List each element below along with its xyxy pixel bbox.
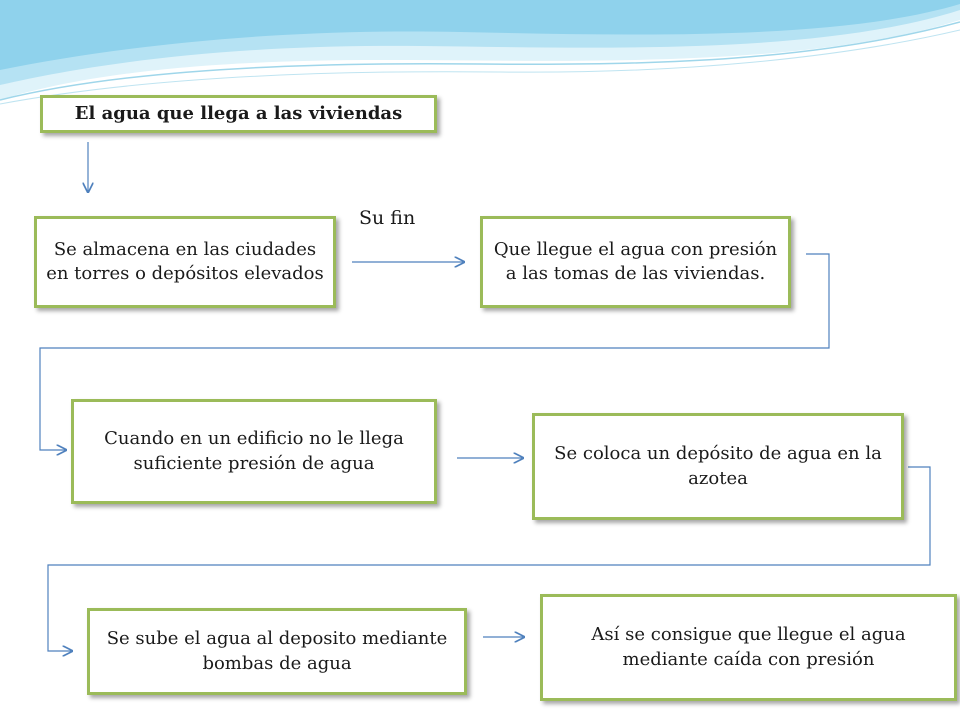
step-box-pumps: Se sube el agua al deposito mediante bombas de agua <box>87 608 467 695</box>
step-box-storage: Se almacena en las ciudades en torres o depósitos elevados <box>34 216 336 308</box>
connector-label: Su fin <box>359 207 416 229</box>
step-box-result: Así se consigue que llegue el agua mediante caída con presión <box>540 594 957 701</box>
step-box-insufficient-pressure: Cuando en un edificio no le llega suficiente presión de agua <box>71 399 437 504</box>
diagram-title: El agua que llega a las viviendas <box>40 95 437 133</box>
step-box-rooftop-tank: Se coloca un depósito de agua en la azotea <box>532 413 904 520</box>
step-box-purpose: Que llegue el agua con presión a las tomas de las viviendas. <box>480 216 791 308</box>
